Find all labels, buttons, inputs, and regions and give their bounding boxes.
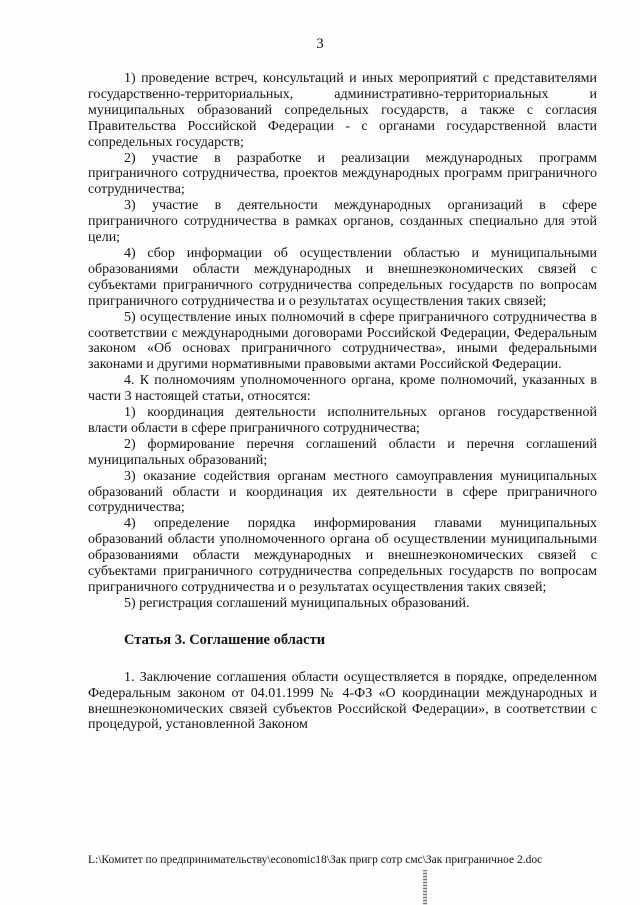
list-item-programs: 2) участие в разработке и реализации международных программ приграничного сотрудничества, проектов международных программ приграничного сотрудничества;	[88, 150, 597, 198]
list-item-information-collection: 4) сбор информации об осуществлении областью и муниципальными образованиями области международных и внешнеэкономических связей с субъектами приграничного сотрудничества сопредельных государств по вопросам приграничного сотрудничества и о результатах осуществления таких связей;	[88, 245, 597, 309]
document-body	[88, 71, 597, 733]
list-item-registration: 5) регистрация соглашений муниципальных образований.	[124, 595, 470, 611]
list-item-agreements-list: 2) формирование перечня соглашений области и перечня соглашений муниципальных образований;	[88, 436, 597, 468]
list-item-consultations: 1) проведение встреч, консультаций и иных мероприятий с представителями государственно-территориальных, административно-территориальных и муниципальных образований сопредельных государств, а также с согласия Правительства Российской Федерации - с органами государственной власти сопредельных государств;	[88, 71, 597, 150]
list-item-assistance: 3) оказание содействия органам местного самоуправления муниципальных образований области и координация их деятельности в сфере приграничного сотрудничества;	[88, 468, 597, 516]
scan-artifact	[423, 870, 427, 905]
article-3-paragraph-1: 1. Заключение соглашения области осуществляется в порядке, определенном Федеральным законом от 04.01.1999 № 4-ФЗ «О координации международных и внешнеэкономических связей субъектов Российской Федерации», в соответствии с процедурой, установленной Законом	[88, 669, 597, 733]
list-item-informing-procedure: 4) определение порядка информирования главами муниципальных образований области уполномоченного органа об осуществлении муниципальными образованиями области международных и внешнеэкономических связей с субъектами приграничного сотрудничества сопредельных государств по вопросам приграничного сотрудничества и о результатах осуществления таких связей;	[88, 516, 597, 595]
footer-file-path: L:\Комитет по предпринимательству\economic18\Зак пригр сотр смс\Зак приграничное 2.doc	[88, 854, 543, 866]
page-number: 3	[316, 36, 324, 52]
list-item-other-powers: 5) осуществление иных полномочий в сфере приграничного сотрудничества в соответствии с международными договорами Российской Федерации, Федеральным законом «Об основах приграничного сотрудничества», иными федеральными законами и другими нормативными правовыми актами Российской Федерации.	[88, 309, 597, 373]
article-heading: Статья 3. Соглашение области	[124, 631, 326, 648]
list-item-organizations: 3) участие в деятельности международных организаций в сфере приграничного сотрудничества в рамках органов, созданных специально для этой цели;	[88, 198, 597, 246]
section-4-intro: 4. К полномочиям уполномоченного органа, кроме полномочий, указанных в части 3 настоящей статьи, относятся:	[88, 373, 597, 405]
list-item-coordination: 1) координация деятельности исполнительных органов государственной власти области в сфере приграничного сотрудничества;	[88, 405, 597, 436]
